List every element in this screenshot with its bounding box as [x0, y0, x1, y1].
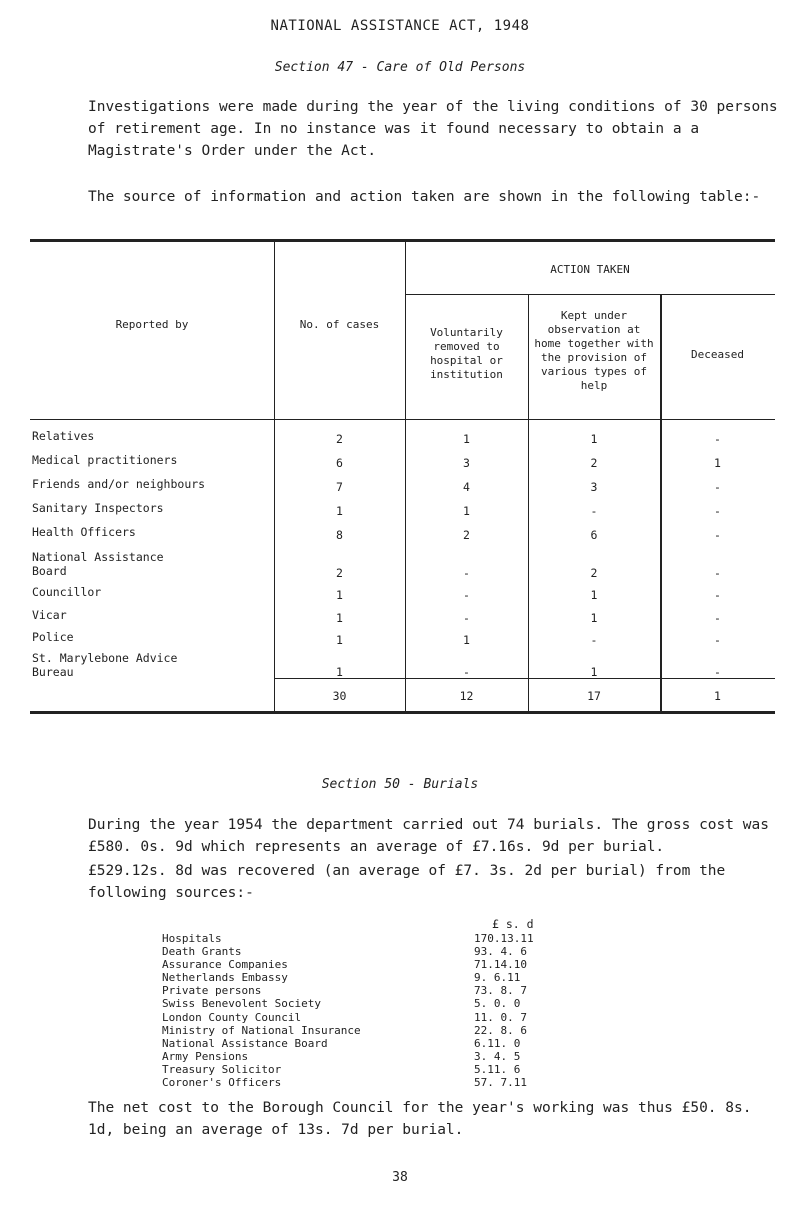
cell-voluntarily: 1 [463, 504, 470, 518]
header-reported-by: Reported by [115, 318, 189, 331]
source-name: Army Pensions [162, 1049, 249, 1063]
total-deceased: 1 [714, 689, 721, 703]
source-name: Ministry of National Insurance [162, 1023, 361, 1037]
cell-voluntarily: 2 [463, 528, 470, 542]
row-label: Police [32, 630, 74, 644]
row-label: Health Officers [32, 525, 136, 539]
cell-deceased: - [714, 611, 721, 625]
source-name: Coroner's Officers [162, 1076, 282, 1090]
source-amount: 73. 8. 7 [474, 984, 527, 998]
cell-kept: 1 [590, 611, 598, 625]
row-label: Relatives [32, 429, 95, 443]
sources-list [162, 932, 582, 1089]
source-name: Hospitals [162, 932, 222, 945]
row-label: St. Marylebone Advice Bureau [32, 651, 178, 679]
cell-cases: 8 [336, 528, 343, 542]
source-row [162, 958, 582, 971]
cell-voluntarily: 1 [463, 633, 470, 647]
source-row [162, 984, 582, 997]
cell-cases: 6 [336, 456, 343, 470]
cell-kept: 6 [590, 528, 598, 542]
page-title: NATIONAL ASSISTANCE ACT, 1948 [270, 18, 530, 34]
header-voluntarily-removed: Voluntarily removed to hospital or institution [430, 326, 503, 381]
source-amount: 71.14.10 [474, 958, 527, 972]
source-row [162, 945, 582, 958]
cell-voluntarily: 3 [463, 456, 470, 470]
total-cases: 30 [332, 689, 347, 703]
header-action-taken: ACTION TAKEN [550, 263, 630, 276]
source-amount: 9. 6.11 [474, 971, 521, 985]
burials-paragraph: During the year 1954 the department carried out 74 burials. The gross cost was £580. 0s. 9d which represents an average of £7.16s. 9d per burial. [88, 817, 769, 855]
cell-deceased: - [714, 528, 721, 542]
source-row [162, 1050, 582, 1063]
cell-kept: 1 [590, 665, 598, 679]
cell-voluntarily: - [463, 665, 470, 679]
source-amount: 3. 4. 5 [474, 1049, 521, 1063]
source-amount: 11. 0. 7 [474, 1010, 527, 1024]
sources-currency-header: £ s. d [492, 917, 534, 931]
source-amount: 5.11. 6 [474, 1062, 521, 1076]
source-row [162, 971, 582, 984]
cell-deceased: - [714, 480, 721, 494]
cell-deceased: - [714, 665, 721, 679]
cell-voluntarily: - [463, 588, 470, 602]
row-label: Vicar [32, 608, 67, 622]
source-name: Swiss Benevolent Society [162, 997, 321, 1011]
source-amount: 6.11. 0 [474, 1036, 521, 1050]
source-amount: 57. 7.11 [474, 1076, 527, 1090]
header-deceased: Deceased [691, 348, 744, 361]
cell-cases: 7 [336, 480, 343, 494]
cell-deceased: - [714, 633, 721, 647]
cell-voluntarily: - [463, 566, 470, 580]
intro-paragraph: Investigations were made during the year of the living conditions of 30 persons of retirement age. In no instance was it found necessary to obtain a a Magistrate's Order under the Act. [88, 99, 778, 159]
cell-cases: 1 [336, 504, 343, 518]
cell-voluntarily: 4 [463, 480, 470, 494]
cell-cases: 2 [336, 566, 343, 580]
cell-cases: 1 [336, 588, 343, 602]
section-50-heading: Section 50 - Burials [321, 777, 479, 792]
cell-deceased: - [714, 432, 721, 446]
total-kept: 17 [587, 689, 601, 703]
source-name: Assurance Companies [162, 958, 288, 972]
cell-cases: 2 [336, 432, 343, 446]
cell-kept: 2 [590, 566, 598, 580]
table-top-rule [30, 239, 775, 242]
source-name: Treasury Solicitor [162, 1062, 282, 1076]
row-label: National Assistance Board [32, 550, 164, 578]
source-name: Death Grants [162, 945, 242, 959]
source-amount: 93. 4. 6 [474, 945, 527, 959]
section-47-heading: Section 47 - Care of Old Persons [274, 60, 526, 75]
cell-kept: 3 [590, 480, 598, 494]
source-amount: 5. 0. 0 [474, 997, 521, 1011]
cell-deceased: - [714, 504, 721, 518]
header-bottom-rule [30, 419, 775, 420]
source-name: Netherlands Embassy [162, 971, 288, 985]
cell-cases: 1 [336, 665, 343, 679]
cell-kept: 1 [590, 432, 598, 446]
source-row [162, 1011, 582, 1024]
cell-deceased: - [714, 588, 721, 602]
source-row [162, 997, 582, 1010]
table-bottom-rule [30, 711, 775, 714]
row-label: Medical practitioners [32, 453, 178, 467]
cell-kept: - [590, 504, 598, 518]
cell-cases: 1 [336, 611, 343, 625]
cell-kept: 1 [590, 588, 598, 602]
row-label: Sanitary Inspectors [32, 501, 164, 515]
total-voluntarily: 12 [459, 689, 474, 703]
row-label: Councillor [32, 585, 102, 599]
header-kept-under-observation: Kept under observation at home together with the provision of various types of help [534, 309, 654, 392]
source-name: National Assistance Board [162, 1036, 328, 1050]
cell-kept: 2 [590, 456, 598, 470]
net-cost-paragraph: The net cost to the Borough Council for the year's working was thus £50. 8s. 1d, being an average of 13s. 7d per burial. [88, 1100, 752, 1138]
source-row [162, 1024, 582, 1037]
cell-deceased: 1 [714, 456, 721, 470]
cell-voluntarily: - [463, 611, 470, 625]
cell-cases: 1 [336, 633, 343, 647]
source-amount: 22. 8. 6 [474, 1023, 527, 1037]
table-intro-paragraph: The source of information and action taken are shown in the following table:- [88, 189, 761, 205]
source-name: Private persons [162, 984, 262, 998]
page-number: 38 [392, 1170, 408, 1185]
header-no-of-cases: No. of cases [299, 318, 380, 331]
source-row [162, 1037, 582, 1050]
cell-voluntarily: 1 [463, 432, 470, 446]
source-row [162, 932, 582, 945]
source-row [162, 1076, 582, 1089]
source-row [162, 1063, 582, 1076]
recovered-paragraph: £529.12s. 8d was recovered (an average of £7. 3s. 2d per burial) from the following sources:- [88, 863, 726, 901]
cell-kept: - [590, 633, 598, 647]
cell-deceased: - [714, 566, 721, 580]
source-amount: 170.13.11 [474, 932, 534, 945]
source-name: London County Council [162, 1010, 302, 1024]
action-subheader-rule [405, 294, 775, 295]
row-label: Friends and/or neighbours [32, 477, 206, 491]
